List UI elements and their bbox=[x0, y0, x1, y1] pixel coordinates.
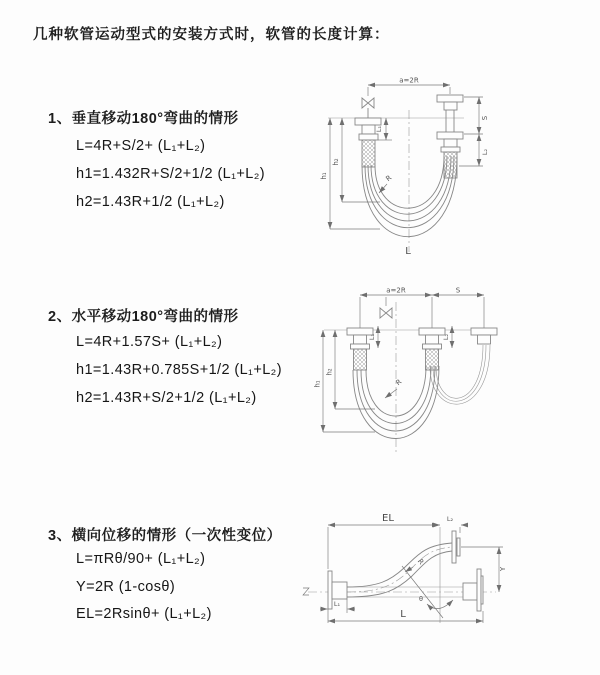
section-1-heading: 1、垂直移动180°弯曲的情形 bbox=[48, 111, 239, 127]
section-3-formula-EL: EL=2Rsinθ+ (L₁+L₂) bbox=[76, 606, 212, 622]
page-title: 几种软管运动型式的安装方式时，软管的长度计算： bbox=[33, 27, 390, 43]
section-2-heading: 2、水平移动180°弯曲的情形 bbox=[48, 309, 239, 325]
right-flange-fitting bbox=[471, 328, 497, 344]
dim-label-l: L bbox=[400, 609, 406, 620]
section-2-formula-L: L=4R+1.57S+ (L₁+L₂) bbox=[76, 334, 223, 350]
dim-label-h2: h₂ bbox=[325, 368, 334, 376]
braided-hose-middle bbox=[426, 349, 439, 370]
dim-label-h2: h₂ bbox=[332, 158, 340, 166]
diagram-horizontal-180-bend bbox=[310, 282, 600, 462]
dim-label-l2: L₂ bbox=[442, 333, 450, 341]
radius-line bbox=[402, 566, 443, 618]
section-2-formula-h1: h1=1.43R+0.785S+1/2 (L₁+L₂) bbox=[76, 362, 282, 378]
dim-label-h1: h₁ bbox=[320, 172, 328, 180]
length-label: L bbox=[405, 246, 411, 257]
dim-label-l1: L₁ bbox=[375, 125, 383, 133]
dim-label-a2r: a=2R bbox=[386, 286, 406, 295]
braided-hose-left bbox=[362, 140, 375, 167]
dim-label-l2: L₂ bbox=[481, 148, 489, 156]
section-1-formula-h2: h2=1.43R+1/2 (L₁+L₂) bbox=[76, 194, 225, 210]
upper-right-flange bbox=[452, 531, 460, 563]
braided-hose-left bbox=[354, 349, 367, 370]
radius-label: R bbox=[384, 173, 394, 184]
hose-s-curve bbox=[347, 543, 452, 597]
dim-label-l1: L₁ bbox=[368, 333, 376, 341]
diagram-vertical-180-bend bbox=[310, 72, 600, 262]
dim-label-s: S bbox=[455, 286, 461, 295]
diagram-lateral-displacement bbox=[300, 505, 600, 655]
section-1-formula-h1: h1=1.432R+S/2+1/2 (L₁+L₂) bbox=[76, 166, 266, 182]
left-flange-fitting bbox=[355, 118, 381, 167]
section-3-heading: 3、横向位移的情形（一次性变位） bbox=[48, 528, 282, 544]
dim-label-h1: h₁ bbox=[313, 380, 322, 388]
hose-u-curves bbox=[362, 156, 457, 237]
braided-hose-right bbox=[444, 152, 457, 178]
right-flange-fittings bbox=[437, 95, 463, 178]
valve-icon bbox=[362, 98, 374, 108]
dim-label-l2: L₂ bbox=[446, 515, 454, 523]
radius-label: R bbox=[394, 377, 404, 388]
radius-label: R bbox=[415, 557, 426, 567]
dim-label-s: S bbox=[481, 115, 489, 121]
dim-label-el: EL bbox=[382, 513, 394, 524]
angle-label: θ bbox=[419, 595, 423, 603]
section-2-formula-h2: h2=1.43R+S/2+1/2 (L₁+L₂) bbox=[76, 390, 257, 406]
section-1-formula-L: L=4R+S/2+ (L₁+L₂) bbox=[76, 138, 206, 154]
dim-label-a2r: a=2R bbox=[399, 76, 419, 85]
lower-right-flange bbox=[463, 569, 483, 611]
section-3-formula-Y: Y=2R (1-cosθ) bbox=[76, 579, 176, 595]
dim-label-l1: L₁ bbox=[333, 600, 341, 608]
section-3-formula-L: L=πRθ/90+ (L₁+L₂) bbox=[76, 551, 206, 567]
dim-label-y: Y bbox=[499, 566, 507, 572]
valve-icon bbox=[380, 308, 392, 318]
axis-break-mark bbox=[303, 588, 309, 595]
